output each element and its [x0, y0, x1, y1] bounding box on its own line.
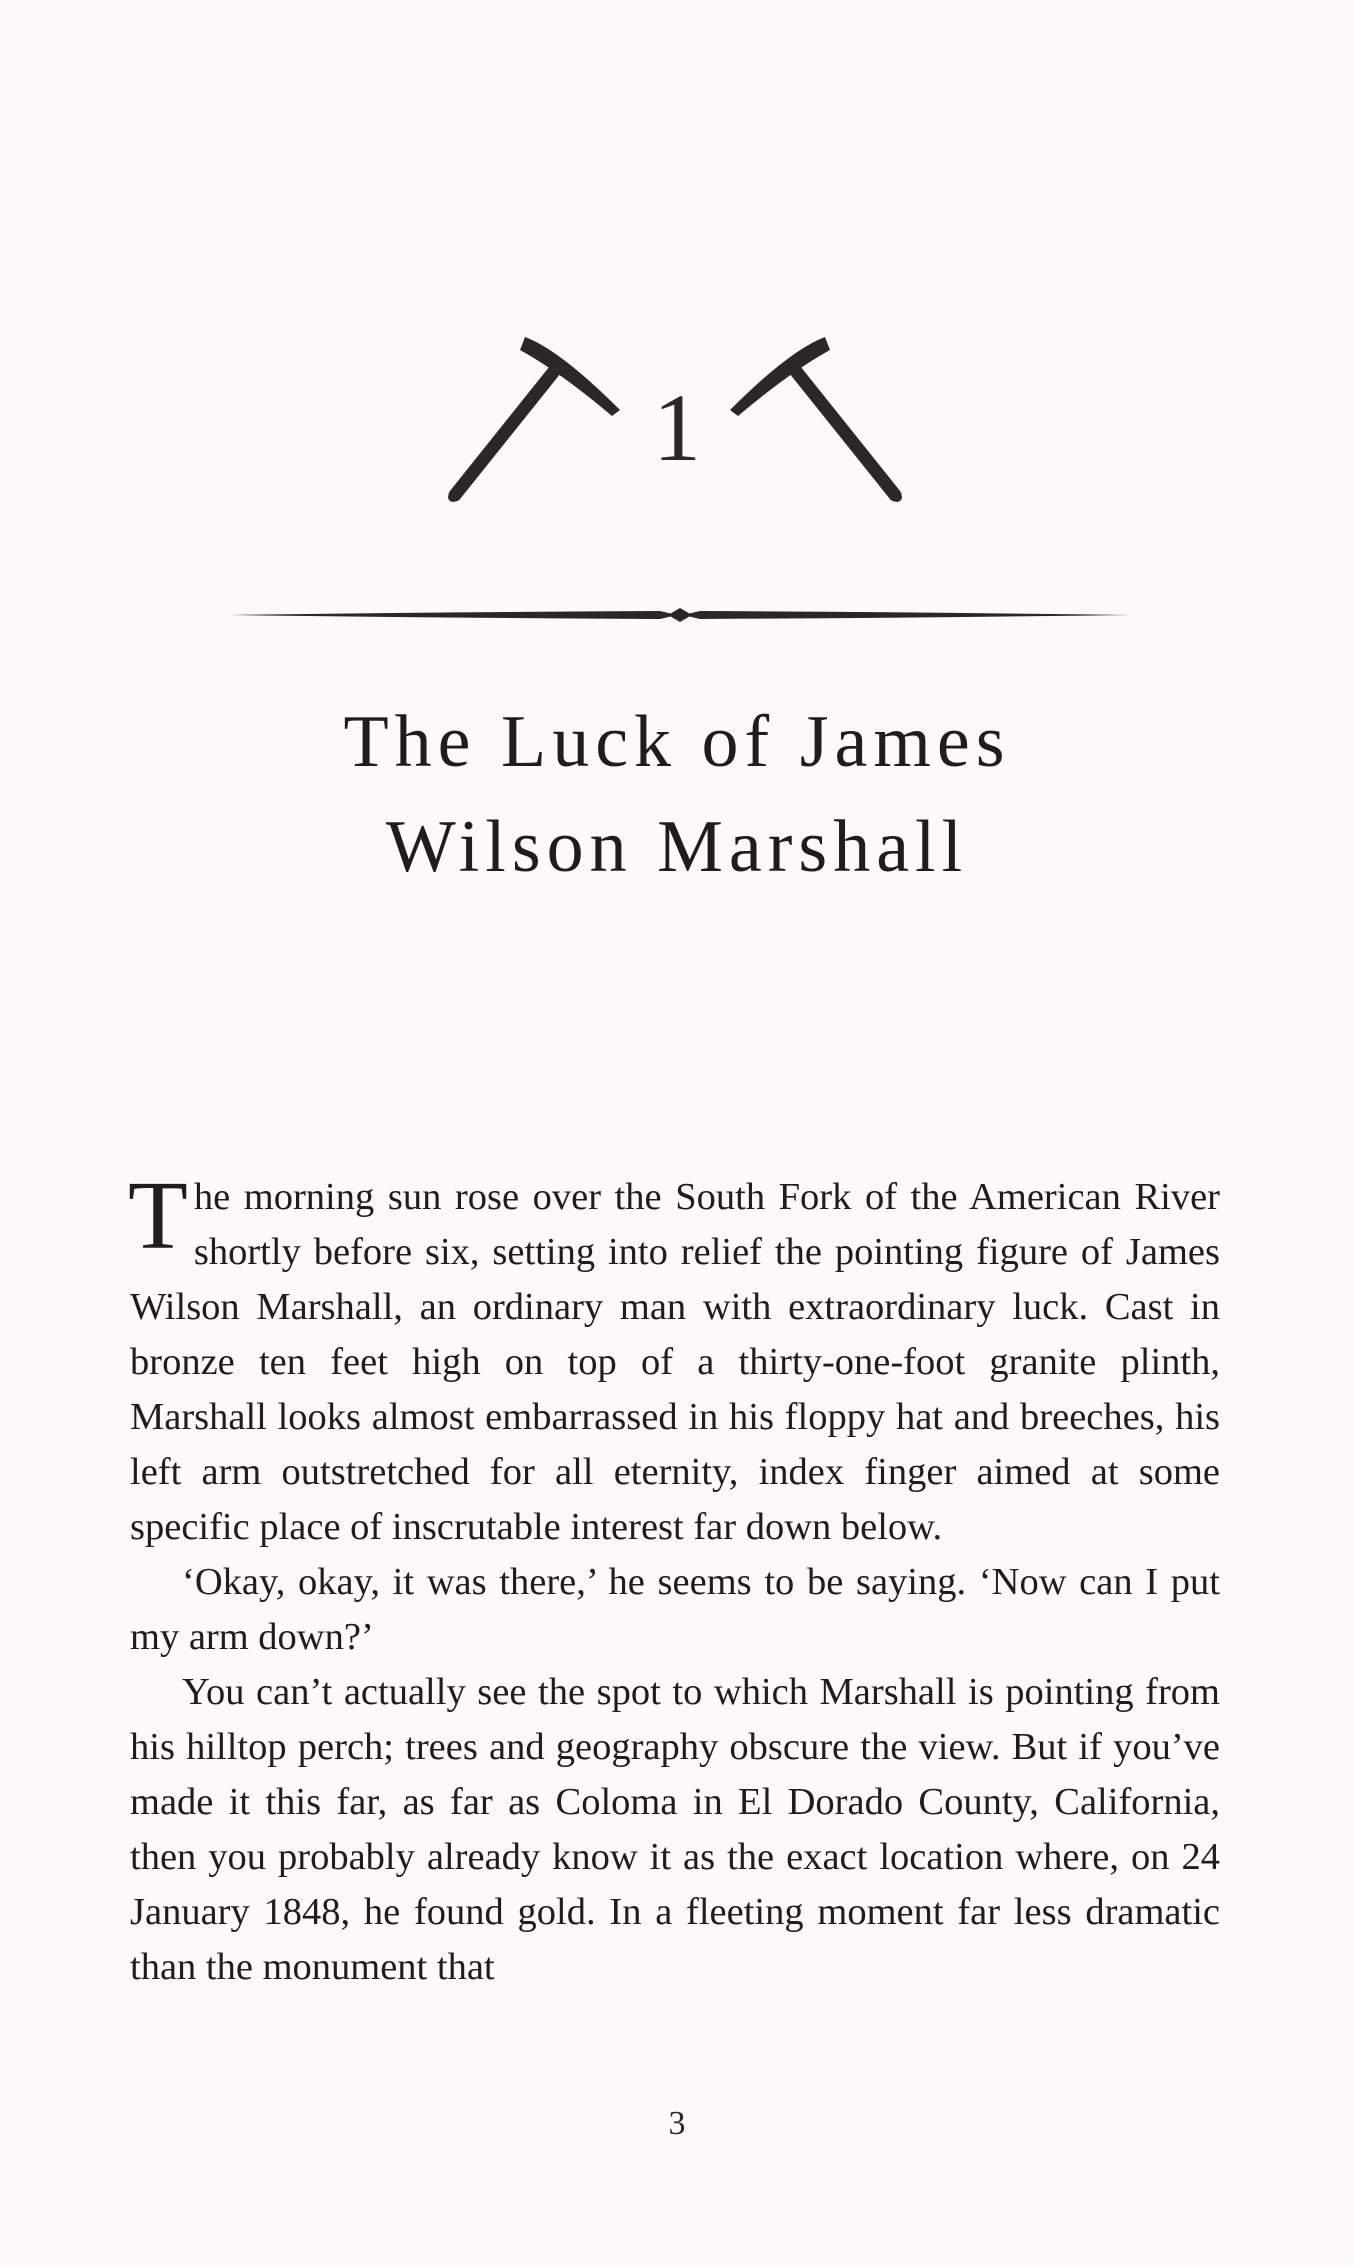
chapter-title: [200, 690, 1154, 900]
page-number: 3: [668, 2105, 686, 2142]
chapter-title-line2: Wilson Marshall: [385, 806, 969, 888]
chapter-title-line1: The Luck of James: [343, 701, 1011, 783]
drop-cap: T: [128, 1162, 188, 1270]
paragraph-3: You can’t actually see the spot to which Marshall is pointing from his hilltop perch; trees and geography obscure the view. But if you’ve made it this far, as far as Coloma in El Dorado County, California, then you probably already know it as the exact location where, on 24 January 1848, he found gold. In a fleeting moment far less dramatic than the monument that: [130, 1671, 1220, 1988]
ornamental-rule-icon: [230, 600, 1130, 630]
paragraph-1: [128, 1162, 1220, 1555]
chapter-body: [128, 1162, 1220, 1995]
paragraph-2: ‘Okay, okay, it was there,’ he seems to be saying. ‘Now can I put my arm down?’: [130, 1561, 1220, 1658]
right-pickaxe-icon: [730, 337, 902, 502]
left-pickaxe-icon: [448, 337, 620, 502]
paragraph-1-text: he morning sun rose over the South Fork of the American River shortly before six, setting into relief the pointing figure of James Wilson Marshall, an ordinary man with extraordinary luck. Cast in bronze ten feet high on top of a thirty-one-foot granite plinth, Marshall looks almost embarrassed in his floppy hat and breeches, his left arm outstretched for all eternity, index finger aimed at some specific place of inscrutable interest far down below.: [130, 1176, 1220, 1548]
chapter-number: 1: [653, 374, 701, 481]
